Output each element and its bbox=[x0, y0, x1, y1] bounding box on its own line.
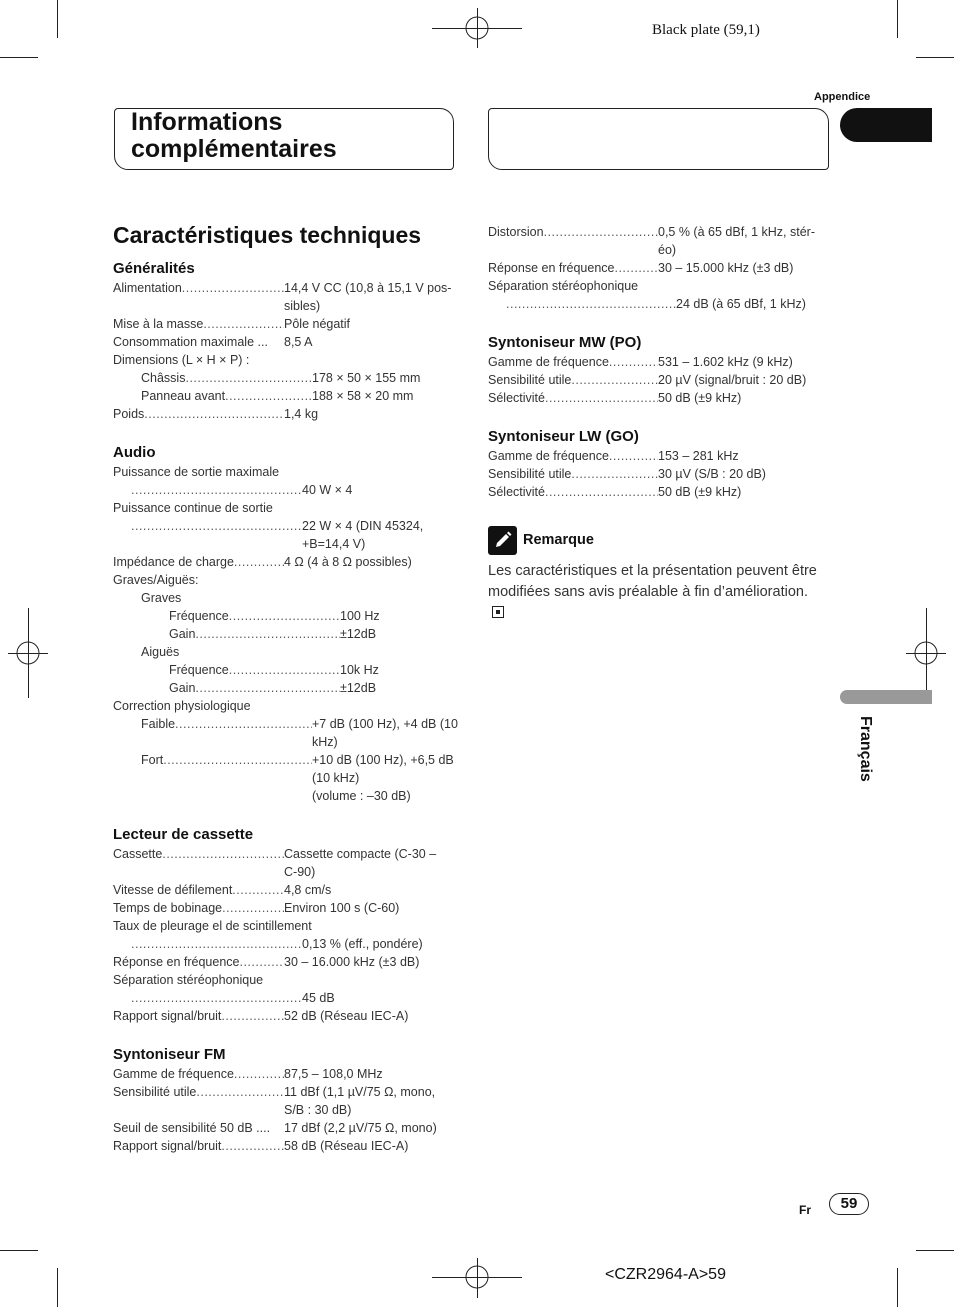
spec-row: Réponse en fréquence ..... 30 – 15.000 kHz (±3 dB) bbox=[488, 259, 828, 277]
spec-row: ..... 24 dB (à 65 dBf, 1 kHz) bbox=[488, 295, 828, 313]
heading-mw: Syntoniseur MW (PO) bbox=[488, 334, 642, 351]
spec-row: Fréquence ..... 100 Hz bbox=[113, 607, 458, 625]
spec-label: Correction physiologique bbox=[113, 699, 251, 713]
spec-row: ..... 40 W × 4 bbox=[113, 481, 458, 499]
pencil-note-icon bbox=[488, 526, 517, 555]
remark-title: Remarque bbox=[523, 532, 594, 548]
spec-row: Gain ..... ±12dB bbox=[113, 625, 458, 643]
spec-label: Taux de pleurage el de scintillement bbox=[113, 919, 312, 933]
spec-row: Sélectivité ..... 50 dB (±9 kHz) bbox=[488, 483, 828, 501]
empty-title-box bbox=[488, 108, 829, 170]
spec-row: Alimentation ..... 14,4 V CC (10,8 à 15,1 V pos- sibles) bbox=[113, 279, 458, 315]
spec-row: Fort ..... +10 dB (100 Hz), +6,5 dB (10 kHz) (volume : –30 dB) bbox=[113, 751, 458, 805]
language-label: Français bbox=[857, 716, 874, 782]
section-tab bbox=[840, 108, 932, 142]
spec-label: Séparation stéréophonique bbox=[113, 973, 264, 987]
plate-label: Black plate (59,1) bbox=[652, 22, 760, 38]
spec-row: Temps de bobinage ..... Environ 100 s (C-60) bbox=[113, 899, 458, 917]
spec-row: Gamme de fréquence ..... 531 – 1.602 kHz (9 kHz) bbox=[488, 353, 828, 371]
right-column bbox=[488, 223, 828, 624]
language-code: Fr bbox=[799, 1203, 811, 1217]
heading-generalites: Généralités bbox=[113, 260, 195, 277]
spec-row: Gain ..... ±12dB bbox=[113, 679, 458, 697]
spec-row: Sélectivité ..... 50 dB (±9 kHz) bbox=[488, 389, 828, 407]
spec-row: ..... 22 W × 4 (DIN 45324, +B=14,4 V) bbox=[113, 517, 458, 553]
spec-row: Seuil de sensibilité 50 dB .... 17 dBf (2,2 µV/75 Ω, mono) bbox=[113, 1121, 437, 1135]
heading-cassette: Lecteur de cassette bbox=[113, 826, 254, 843]
spec-label: Graves/Aiguës: bbox=[113, 573, 199, 587]
spec-row: ..... 45 dB bbox=[113, 989, 458, 1007]
spec-row: Gamme de fréquence ..... 153 – 281 kHz bbox=[488, 447, 828, 465]
spec-label: Séparation stéréophonique bbox=[488, 279, 639, 293]
spec-row: Sensibilité utile ..... 30 µV (S/B : 20 dB) bbox=[488, 465, 828, 483]
page-number: 59 bbox=[829, 1193, 869, 1215]
spec-row: Châssis ..... 178 × 50 × 155 mm bbox=[113, 369, 458, 387]
spec-row: Gamme de fréquence ..... 87,5 – 108,0 MHz bbox=[113, 1065, 458, 1083]
spec-row: Réponse en fréquence ..... 30 – 16.000 kHz (±3 dB) bbox=[113, 953, 458, 971]
spec-row: Rapport signal/bruit ..... 58 dB (Réseau IEC-A) bbox=[113, 1137, 458, 1155]
spec-label: Aiguës bbox=[141, 645, 180, 659]
spec-label: Graves bbox=[141, 591, 182, 605]
heading-audio: Audio bbox=[113, 444, 156, 461]
spec-row: Impédance de charge ..... 4 Ω (4 à 8 Ω possibles) bbox=[113, 553, 458, 571]
spec-row: Poids ..... 1,4 kg bbox=[113, 405, 458, 423]
remark-text: Les caractéristiques et la présentation peuvent être modifiées sans avis préalable à fin d’amélioration. bbox=[488, 561, 818, 624]
spec-label: Dimensions (L × H × P) : bbox=[113, 353, 250, 367]
spec-row: Faible ..... +7 dB (100 Hz), +4 dB (10 kHz) bbox=[113, 715, 458, 751]
page-title: Caractéristiques techniques bbox=[113, 222, 422, 248]
end-mark-icon bbox=[492, 606, 504, 618]
spec-label: Puissance de sortie maximale bbox=[113, 465, 280, 479]
spec-row: Rapport signal/bruit ..... 52 dB (Réseau IEC-A) bbox=[113, 1007, 458, 1025]
left-column bbox=[113, 259, 458, 1155]
heading-fm: Syntoniseur FM bbox=[113, 1046, 226, 1063]
language-tab bbox=[840, 690, 932, 704]
document-code: <CZR2964-A>59 bbox=[605, 1266, 726, 1283]
remark-header bbox=[488, 525, 828, 555]
spec-row: Sensibilité utile ..... 11 dBf (1,1 µV/75 Ω, mono, S/B : 30 dB) bbox=[113, 1083, 458, 1119]
spec-row: Fréquence ..... 10k Hz bbox=[113, 661, 458, 679]
appendice-label: Appendice bbox=[814, 91, 871, 103]
section-title: Informations complémentaires bbox=[131, 108, 337, 163]
heading-lw: Syntoniseur LW (GO) bbox=[488, 428, 639, 445]
section-title-box bbox=[114, 108, 454, 170]
spec-row: Cassette ..... Cassette compacte (C-30 – C-90) bbox=[113, 845, 458, 881]
spec-row: Mise à la masse ..... Pôle négatif bbox=[113, 315, 458, 333]
spec-row: Consommation maximale ... 8,5 A bbox=[113, 335, 313, 349]
spec-row: Panneau avant ..... 188 × 58 × 20 mm bbox=[113, 387, 458, 405]
spec-row: Distorsion ..... 0,5 % (à 65 dBf, 1 kHz, stér- éo) bbox=[488, 223, 828, 259]
spec-row: ..... 0,13 % (eff., pondére) bbox=[113, 935, 458, 953]
spec-row: Vitesse de défilement ..... 4,8 cm/s bbox=[113, 881, 458, 899]
spec-label: Puissance continue de sortie bbox=[113, 501, 273, 515]
spec-row: Sensibilité utile ..... 20 µV (signal/bruit : 20 dB) bbox=[488, 371, 828, 389]
